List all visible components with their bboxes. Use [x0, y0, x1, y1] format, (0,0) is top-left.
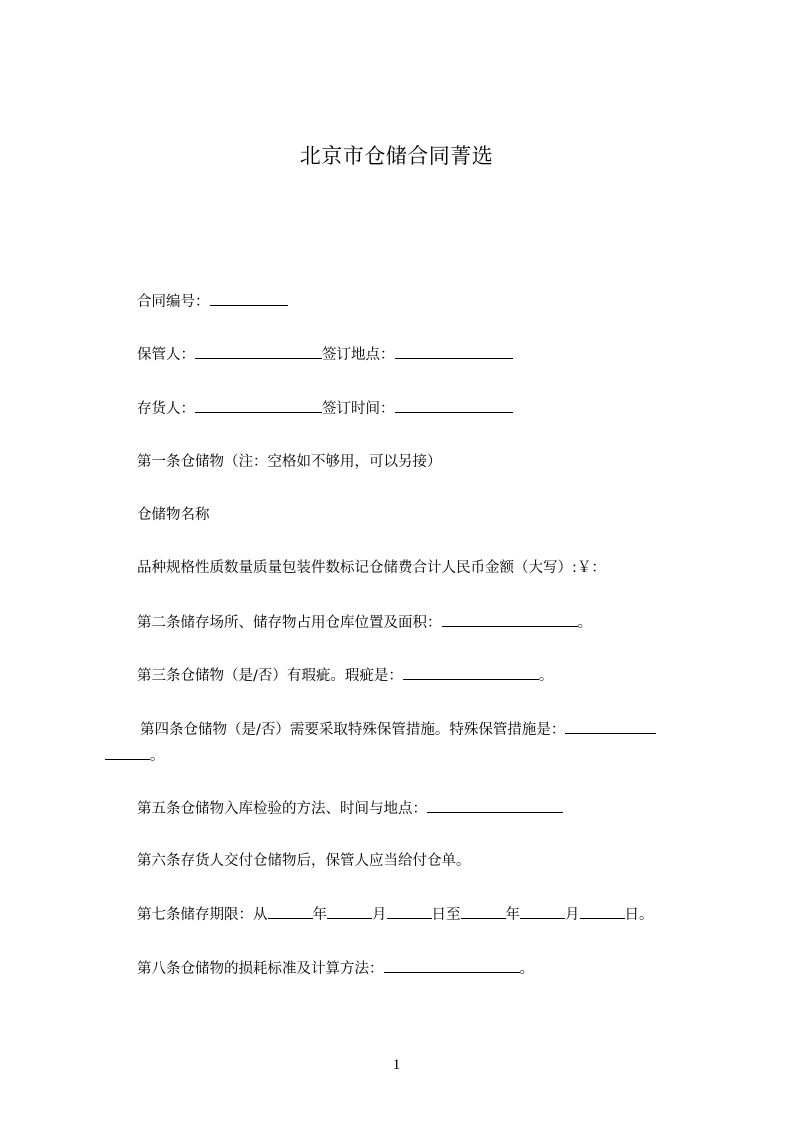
article-8 — [137, 957, 534, 980]
article-3 — [137, 664, 553, 687]
goods-name-label: 仓储物名称 — [137, 507, 210, 523]
start-year-blank — [268, 903, 313, 919]
article-2-blank — [442, 611, 578, 627]
sign-time-label: 签订时间： — [322, 401, 395, 417]
start-day-blank — [387, 903, 432, 919]
article-2-period: 。 — [577, 615, 592, 631]
contract-number-label: 合同编号： — [137, 294, 210, 310]
article-7 — [137, 903, 654, 926]
keeper-blank — [195, 343, 322, 359]
article-8-blank — [384, 957, 520, 973]
article-3-text: 第三条仓储物（是/否）有瑕疵。瑕疵是： — [137, 668, 403, 684]
start-year-label: 年 — [312, 907, 327, 923]
article-1: 第一条仓储物（注：空格如不够用，可以另接） — [137, 454, 442, 470]
end-day-blank — [580, 903, 625, 919]
article-3-period: 。 — [538, 668, 554, 684]
sign-place-blank — [395, 343, 513, 359]
contract-number-line — [137, 290, 288, 313]
article-8-text: 第八条仓储物的损耗标准及计算方法： — [137, 961, 384, 977]
end-month-blank — [520, 903, 565, 919]
depositor-blank — [195, 397, 322, 413]
article-5-blank — [427, 797, 563, 813]
contract-number-blank — [210, 290, 288, 306]
article-5 — [137, 797, 563, 820]
article-4-continuation — [105, 744, 165, 767]
sign-time-blank — [395, 397, 513, 413]
keeper-line — [137, 343, 513, 366]
depositor-line — [137, 397, 513, 420]
sign-place-label: 签订地点： — [322, 347, 395, 363]
end-month-label: 月 — [565, 907, 580, 923]
article-8-period: 。 — [519, 961, 534, 977]
depositor-label: 存货人： — [137, 401, 195, 417]
document-title: 北京市仓储合同菁选 — [299, 144, 494, 168]
goods-columns-line: 品种规格性质数量质量包装件数标记仓储费合计人民币金额（大写）:￥： — [137, 560, 606, 576]
start-month-blank — [327, 903, 372, 919]
start-day-to-label: 日至 — [431, 907, 461, 923]
end-year-blank — [461, 903, 506, 919]
article-5-text: 第五条仓储物入库检验的方法、时间与地点： — [137, 801, 427, 817]
end-day-label: 日。 — [624, 907, 654, 923]
keeper-label: 保管人： — [137, 347, 195, 363]
article-4-text: 第四条仓储物（是/否）需要采取特殊保管措施。特殊保管措施是： — [140, 722, 566, 738]
article-4-blank-1 — [565, 718, 656, 734]
article-2 — [137, 611, 592, 634]
article-3-blank — [403, 664, 539, 680]
article-6: 第六条存货人交付仓储物后，保管人应当给付仓单。 — [137, 853, 471, 869]
start-month-label: 月 — [372, 907, 387, 923]
article-4-blank-2 — [105, 744, 150, 760]
end-year-label: 年 — [505, 907, 520, 923]
article-7-prefix: 第七条储存期限：从 — [137, 907, 268, 923]
page-number: 1 — [392, 1057, 401, 1073]
article-4-period: 。 — [150, 748, 165, 764]
article-2-text: 第二条储存场所、储存物占用仓库位置及面积： — [137, 615, 442, 631]
article-4 — [140, 718, 656, 741]
